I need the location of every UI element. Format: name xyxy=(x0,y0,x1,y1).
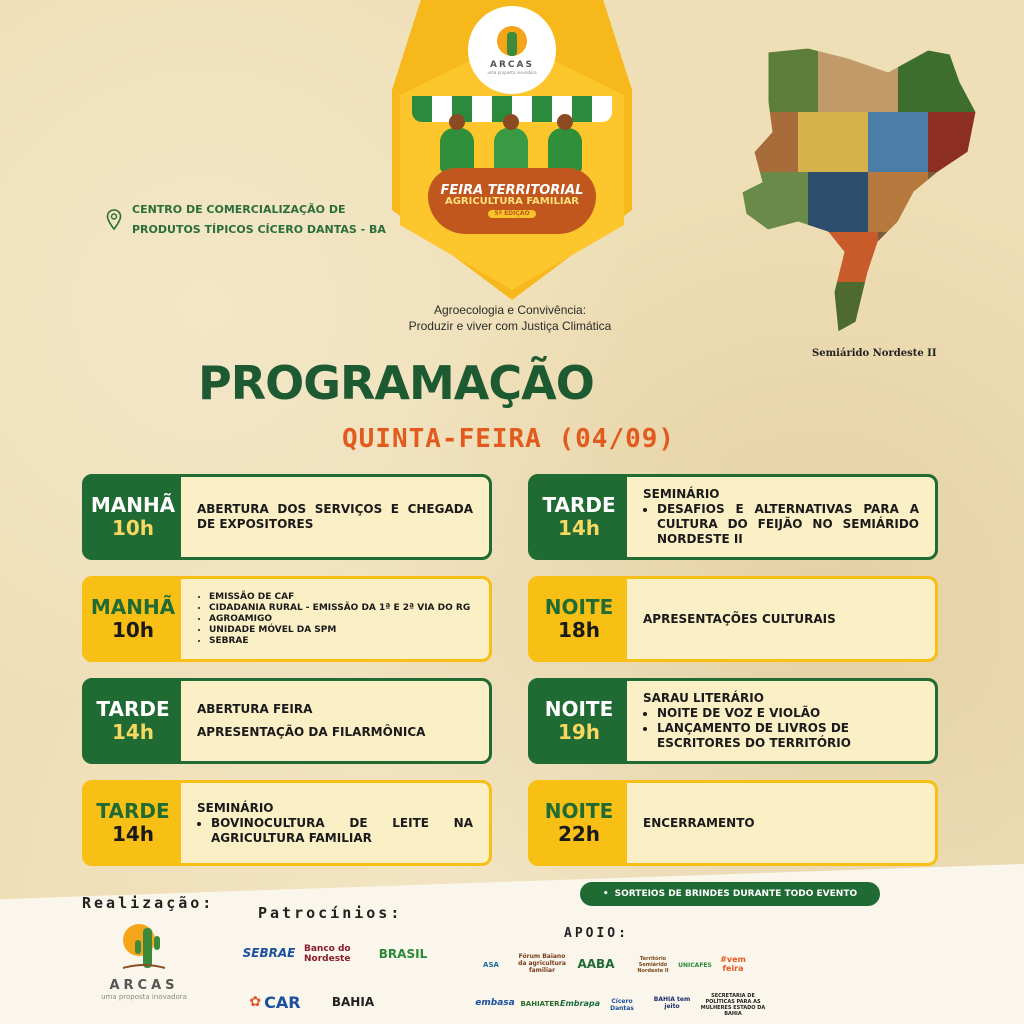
secretaria-mulheres-logo: SECRETARIA DE POLÍTICAS PARA AS MULHERES ESTADO DA BAHIA xyxy=(700,993,766,1017)
list-item: • CIDADANIA RURAL - EMISSÃO DA 1ª E 2ª VIA DO RG xyxy=(209,603,475,614)
arcas-footer-logo xyxy=(100,918,188,1018)
schedule-list xyxy=(643,502,919,547)
list-item: • EMISSÃO DE CAF xyxy=(209,592,475,603)
event-theme xyxy=(380,302,640,334)
territorio-logo: Território Semiárido Nordeste II xyxy=(637,956,669,974)
farmer-figure xyxy=(548,128,582,172)
schedule-text: APRESENTAÇÃO DA FILARMÔNICA xyxy=(197,725,426,739)
schedule-description xyxy=(627,579,935,659)
schedule-card xyxy=(528,678,938,764)
schedule-card xyxy=(528,474,938,560)
schedule-card xyxy=(82,780,492,866)
unicafes-logo: UNICAFES xyxy=(678,961,712,969)
event-logo xyxy=(392,0,632,300)
schedule-description xyxy=(181,477,489,557)
patrocinios-label: Patrocínios: xyxy=(258,904,403,922)
list-item: • SEBRAE xyxy=(209,636,475,647)
schedule-time: 14h xyxy=(111,720,155,744)
arcas-logo xyxy=(468,6,556,94)
cactus-sun-icon xyxy=(119,918,169,974)
schedule-period: TARDE xyxy=(542,493,616,517)
schedule-time-block xyxy=(531,783,627,863)
schedule-period: NOITE xyxy=(544,697,614,721)
list-item: • AGROAMIGO xyxy=(209,614,475,625)
location xyxy=(106,200,386,240)
schedule-description xyxy=(627,681,935,761)
schedule-period: MANHÃ xyxy=(90,493,176,517)
schedule-time-block xyxy=(531,681,627,761)
schedule-text: APRESENTAÇÕES CULTURAIS xyxy=(643,611,836,626)
schedule-heading: SEMINÁRIO xyxy=(197,800,274,815)
governo-federal-logo: BRASIL xyxy=(378,947,428,961)
schedule-list xyxy=(195,592,475,647)
aaba-logo: AABA xyxy=(577,957,615,971)
schedule-card xyxy=(528,576,938,662)
farmer-figure xyxy=(440,128,474,172)
schedule-card xyxy=(82,576,492,662)
schedule-description xyxy=(627,477,935,557)
sebrae-logo: SEBRAE xyxy=(242,946,296,960)
schedule-time-block xyxy=(85,477,181,557)
forum-baiano-logo: Fórum Baiano da agricultura familiar xyxy=(518,952,566,974)
schedule-time-block xyxy=(85,681,181,761)
location-line2: PRODUTOS TÍPICOS CÍCERO DANTAS - BA xyxy=(132,223,386,236)
schedule-description xyxy=(627,783,935,863)
schedule-heading: SARAU LITERÁRIO xyxy=(643,691,764,705)
event-banner xyxy=(428,168,596,234)
schedule-time: 22h xyxy=(557,822,601,846)
bullet-icon: • xyxy=(602,889,609,899)
schedule-period: TARDE xyxy=(96,697,170,721)
governo-bahia-logo: BAHIA xyxy=(331,995,375,1009)
page-subtitle: QUINTA-FEIRA (04/09) xyxy=(342,424,676,454)
schedule-time: 10h xyxy=(111,618,155,642)
farmers-illustration xyxy=(432,122,592,172)
arcas-footer-tagline: uma proposta inovadora xyxy=(101,993,187,1001)
list-item: • DESAFIOS E ALTERNATIVAS PARA A CULTURA DO FEIJÃO NO SEMIÁRIDO NORDESTE II xyxy=(657,502,919,547)
schedule-time: 10h xyxy=(111,516,155,540)
event-name-line2: AGRICULTURA FAMILIAR xyxy=(444,196,580,208)
theme-line1: Agroecologia e Convivência: xyxy=(433,303,587,317)
location-line1: CENTRO DE COMERCIALIZAÇÃO DE xyxy=(132,203,346,216)
schedule-time-block xyxy=(531,579,627,659)
schedule-period: MANHÃ xyxy=(90,595,176,619)
schedule-time: 14h xyxy=(557,516,601,540)
bahiater-logo: BAHIATER xyxy=(520,1000,560,1008)
map-caption: Semiárido Nordeste II xyxy=(812,348,937,359)
schedule-period: NOITE xyxy=(544,799,614,823)
schedule-text: ABERTURA DOS SERVIÇOS E CHEGADA DE EXPOSITORES xyxy=(197,502,473,531)
schedule-period: NOITE xyxy=(544,595,614,619)
apoio-label: APOIO: xyxy=(564,926,629,941)
arcas-tagline: uma proposta inovadora xyxy=(487,69,537,75)
schedule-time: 14h xyxy=(111,822,155,846)
theme-line2: Produzir e viver com Justiça Climática xyxy=(408,319,612,333)
car-logo xyxy=(242,990,308,1014)
asa-logo: ASA xyxy=(483,961,499,969)
sun-icon xyxy=(497,26,527,56)
arcas-brand: ARCAS xyxy=(490,59,534,70)
arcas-footer-brand: ARCAS xyxy=(109,978,179,993)
schedule-description xyxy=(181,681,489,761)
schedule-time-block xyxy=(531,477,627,557)
cicero-dantas-logo: Cícero Dantas xyxy=(610,998,634,1012)
schedule-card xyxy=(82,678,492,764)
schedule-list xyxy=(197,816,473,846)
location-pin-icon xyxy=(106,209,122,231)
realizacao-label: Realização: xyxy=(82,894,215,912)
event-name-line1: FEIRA TERRITORIAL xyxy=(440,182,584,198)
list-item: • UNIDADE MÓVEL DA SPM xyxy=(209,625,475,636)
schedule-heading: SEMINÁRIO xyxy=(643,487,720,501)
schedule-time-block xyxy=(85,783,181,863)
embrapa-logo: Embrapa xyxy=(560,998,600,1008)
page-title: PROGRAMAÇÃO xyxy=(198,356,594,410)
schedule-text: ABERTURA FEIRA xyxy=(197,702,313,716)
schedule-card xyxy=(82,474,492,560)
bahia-tem-jeito-logo: BAHIA tem jeito xyxy=(653,996,691,1010)
list-item: • LANÇAMENTO DE LIVROS DE ESCRITORES DO TERRITÓRIO xyxy=(657,721,919,751)
schedule-text: ENCERRAMENTO xyxy=(643,815,755,830)
schedule-list xyxy=(643,706,919,751)
car-text: CAR xyxy=(264,992,301,1012)
schedule-period: TARDE xyxy=(96,799,170,823)
schedule-time: 19h xyxy=(557,720,601,744)
schedule-card xyxy=(528,780,938,866)
list-item: • NOITE DE VOZ E VIOLÃO xyxy=(657,706,919,721)
schedule-description xyxy=(181,579,489,659)
list-item: • BOVINOCULTURA DE LEITE NA AGRICULTURA FAMILIAR xyxy=(211,816,473,846)
farmer-figure xyxy=(494,128,528,172)
banco-do-nordeste-logo: Banco do Nordeste xyxy=(304,944,351,964)
schedule-time-block xyxy=(85,579,181,659)
car-mark-icon: ✿ xyxy=(249,994,262,1010)
location-text xyxy=(132,200,386,240)
territory-map-collage xyxy=(738,42,982,342)
embasa-logo: embasa xyxy=(475,998,515,1008)
schedule-description xyxy=(181,783,489,863)
vem-feira-logo: #vem feira xyxy=(720,955,746,973)
schedule-time: 18h xyxy=(557,618,601,642)
event-edition: 5ª EDIÇÃO xyxy=(488,210,535,218)
raffle-text: SORTEIOS DE BRINDES DURANTE TODO EVENTO xyxy=(614,889,858,899)
cactus-icon xyxy=(507,32,517,56)
raffle-notice xyxy=(580,882,880,906)
